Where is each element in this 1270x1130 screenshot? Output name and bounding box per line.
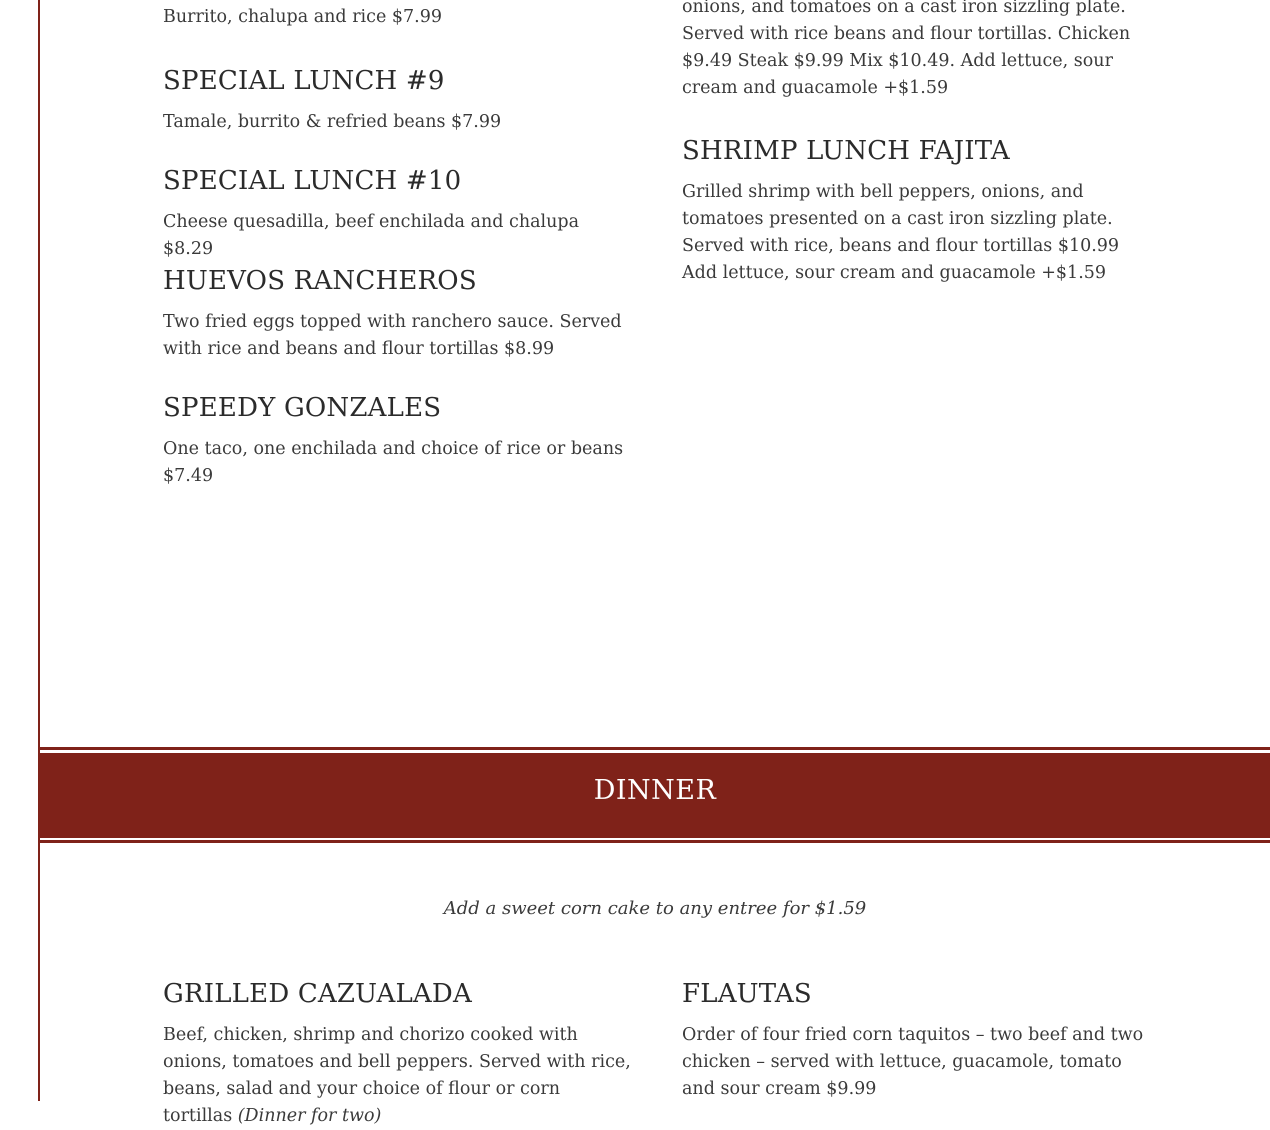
section-divider-top [40, 747, 1270, 750]
menu-item-description: Two fried eggs topped with ranchero sauce. Served with rice and beans and flour tortillas $8.99 [163, 312, 622, 359]
menu-item-lunch-fajita-partial [682, 0, 1152, 102]
menu-item-special-lunch-9 [163, 65, 633, 136]
menu-item-note: (Dinner for two) [237, 1106, 382, 1126]
section-note: Add a sweet corn cake to any entree for $1.59 [443, 898, 867, 919]
menu-item-description: Grilled shrimp with bell peppers, onions, and tomatoes presented on a cast iron sizzling plate. Served with rice, beans and flour tortillas $10.99 Add lettuce, sour cream and guacamole +$1.59 [682, 182, 1120, 283]
menu-item-lunch-partial [163, 4, 633, 31]
menu-item-description: One taco, one enchilada and choice of rice or beans $7.49 [163, 439, 624, 486]
menu-item-title: SPEEDY GONZALES [163, 393, 442, 423]
section-header-dinner [40, 753, 1270, 838]
menu-item-description: Tamale, burrito & refried beans $7.99 [163, 112, 502, 132]
menu-item-huevos-rancheros [163, 265, 633, 363]
menu-item-description: onions, and tomatoes on a cast iron sizzling plate. Served with rice beans and flour tortillas. Chicken $9.49 Steak $9.99 Mix $10.49. Add lettuce, sour cream and guacamole +$1.59 [682, 0, 1131, 98]
menu-item-title: SPECIAL LUNCH #10 [163, 166, 462, 196]
menu-item-description: Order of four fried corn taquitos – two beef and two chicken – served with lettuce, guacamole, tomato and sour cream $9.99 [682, 1025, 1144, 1099]
menu-item-description: Beef, chicken, shrimp and chorizo cooked with onions, tomatoes and bell peppers. Served with rice, beans, salad and your choice of flour or corn tortillas [163, 1025, 631, 1126]
menu-item-shrimp-lunch-fajita [682, 135, 1152, 287]
menu-item-title: GRILLED CAZUALADA [163, 979, 472, 1009]
section-divider-bottom [40, 840, 1270, 843]
menu-item-title: FLAUTAS [682, 979, 812, 1009]
left-border-rule [38, 0, 40, 1101]
menu-item-flautas [682, 978, 1152, 1103]
menu-item-title: SPECIAL LUNCH #9 [163, 66, 445, 96]
menu-item-description: Burrito, chalupa and rice $7.99 [163, 7, 442, 27]
menu-item-speedy-gonzales [163, 392, 633, 490]
menu-item-description: Cheese quesadilla, beef enchilada and chalupa $8.29 [163, 212, 580, 259]
menu-item-description-block [163, 1022, 633, 1130]
menu-item-title: HUEVOS RANCHEROS [163, 266, 477, 296]
menu-item-special-lunch-10 [163, 165, 633, 263]
menu-item-title: SHRIMP LUNCH FAJITA [682, 136, 1010, 166]
menu-item-grilled-cazualada [163, 978, 633, 1130]
section-title: DINNER [593, 775, 717, 806]
